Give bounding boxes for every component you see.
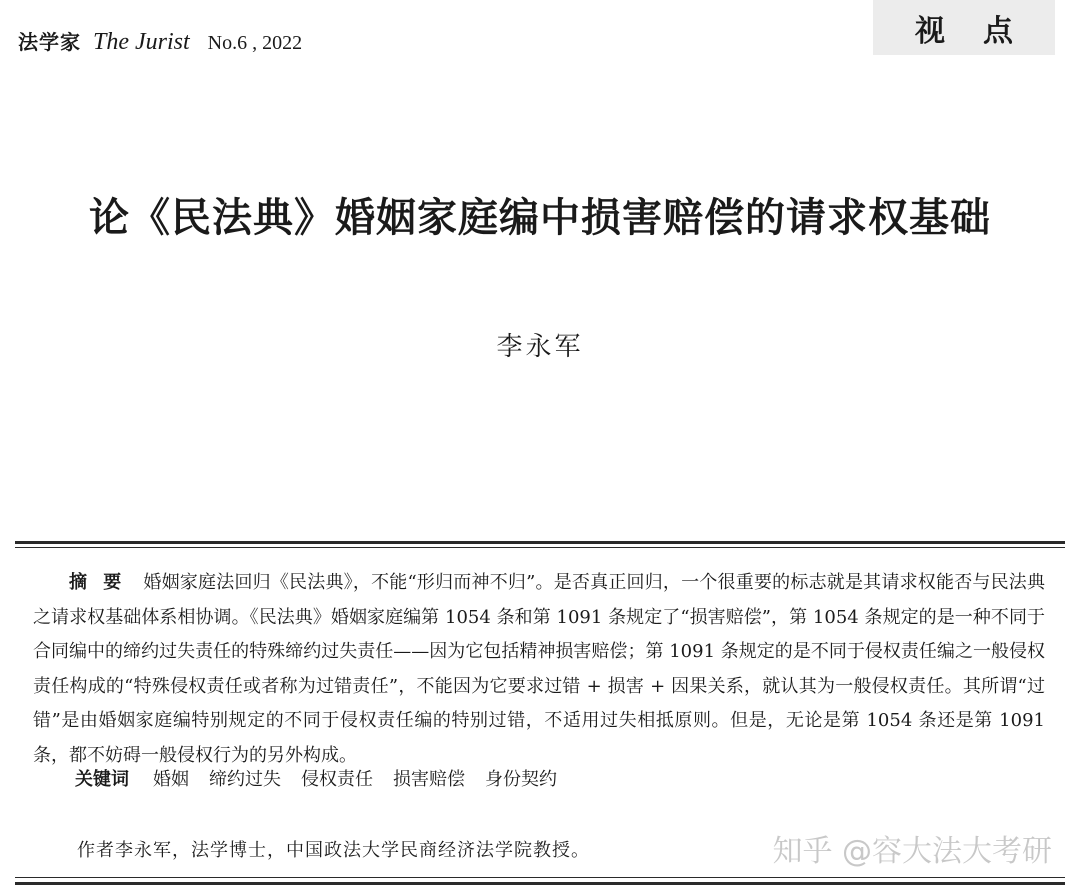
section-tab: 视点 [873, 0, 1055, 55]
bottom-rule-thin [15, 877, 1065, 878]
keyword: 缔约过失 [209, 769, 281, 790]
abstract-text: 婚姻家庭法回归《民法典》，不能“形归而神不归”。是否真正回归，一个很重要的标志就是其请求权能否与民法典之请求权基础体系相协调。《民法典》婚姻家庭编第 1054 条和第 1091 条规定了“损害赔偿”，第 1054 条规定的是一种不同于合同编中的缔约过失责任的特殊缔约过失责任——因为它包括精神损害赔偿；第 1091 条规定的是不同于侵权责任编之一般侵权责任构成的“特殊侵权责任或者称为过错责任”，不能因为它要求过错 + 损害 + 因果关系，就认其为一般侵权责任。其所谓“过错”是由婚姻家庭编特别规定的不同于侵权责任编的特别过错，不适用过失相抵原则。但是，无论是第 1054 条还是第 1091 条，都不妨碍一般侵权行为的另外构成。 [33, 572, 1046, 766]
keywords [75, 766, 557, 794]
abstract-label: 摘要 [69, 572, 138, 593]
author-note: 作者李永军，法学博士，中国政法大学民商经济法学院教授。 [77, 840, 590, 861]
abstract [33, 566, 1045, 773]
keyword: 婚姻 [153, 769, 189, 790]
top-rule-thick [15, 541, 1065, 544]
article-author: 李永军 [496, 332, 584, 362]
journal-name-cn: 法学家 [18, 30, 81, 54]
issue-number: No.6 , 2022 [207, 32, 303, 54]
keyword: 侵权责任 [301, 769, 373, 790]
watermark: 知乎 @容大法大考研 [772, 834, 1052, 869]
keyword: 损害赔偿 [393, 769, 465, 790]
keywords-label: 关键词 [75, 769, 129, 790]
journal-name-en: The Jurist [93, 29, 190, 55]
top-rule-thin [15, 547, 1065, 548]
article-title: 论《民法典》婚姻家庭编中损害赔偿的请求权基础 [89, 195, 991, 241]
bottom-rule-thick [15, 882, 1065, 885]
journal-header [18, 26, 302, 56]
keyword: 身份契约 [485, 769, 557, 790]
